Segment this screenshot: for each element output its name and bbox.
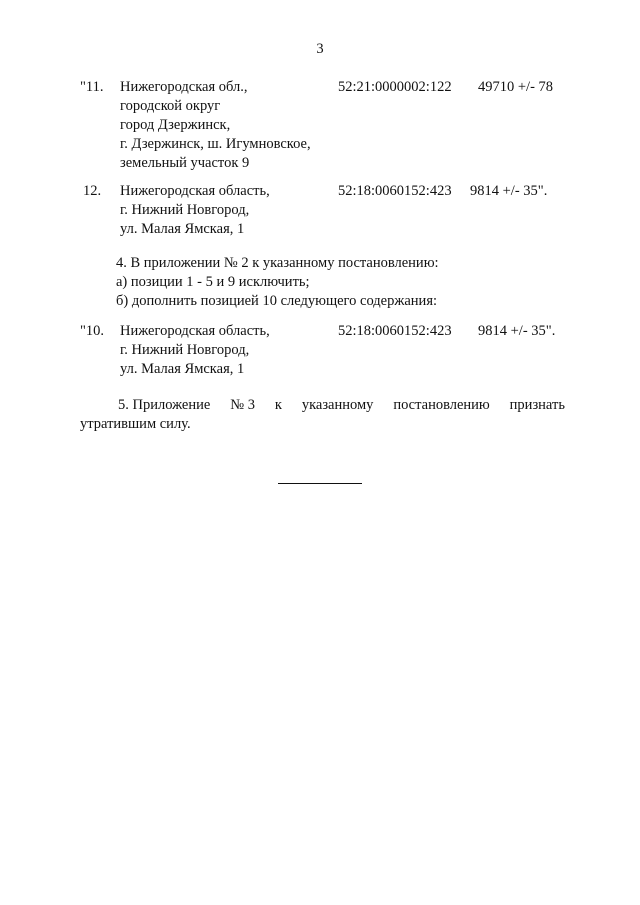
item4-option-b: б) дополнить позицией 10 следующего содержания: [116,293,438,309]
area-value: 49710 +/- 78 [478,79,554,95]
entry-number: "10. [80,323,105,339]
cadastral-number: 52:21:0000002:122 [338,79,452,95]
item4-heading: 4. В приложении № 2 к указанному постановлению: [116,255,439,271]
area-value: 9814 +/- 35". [470,183,548,199]
cadastral-number: 52:18:0060152:423 [338,183,452,199]
page-number: 3 [316,41,324,57]
entry-address: Нижегородская область, г. Нижний Новгород, ул. Малая Ямская, 1 [120,323,270,377]
entry-number: 12. [83,183,102,199]
cadastral-number: 52:18:0060152:423 [338,323,452,339]
entry-address: Нижегородская обл., городской округ город Дзержинск, г. Дзержинск, ш. Игумновское, земельный участок 9 [120,79,311,171]
entry-address: Нижегородская область, г. Нижний Новгород, ул. Малая Ямская, 1 [120,183,270,237]
closing-rule [278,483,362,484]
entry-number: "11. [80,79,104,95]
item4-option-a: а) позиции 1 - 5 и 9 исключить; [116,274,310,290]
item5-paragraph: 5. Приложение № 3 к указанному постановлению признать утратившим силу. [80,397,565,432]
area-value: 9814 +/- 35". [478,323,556,339]
